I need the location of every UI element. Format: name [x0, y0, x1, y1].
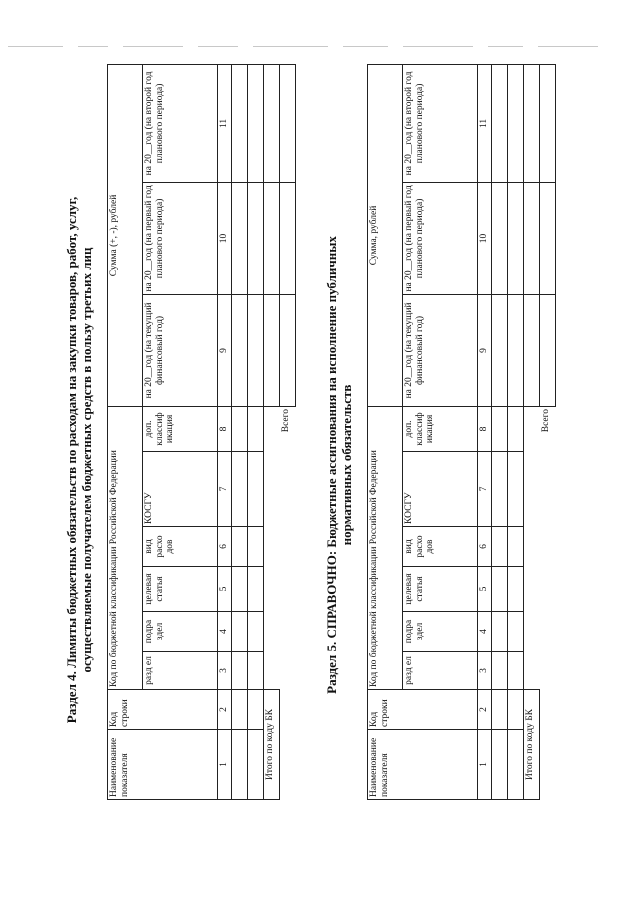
header-extra: доп. классиф икация — [143, 406, 218, 451]
header-y3: на 20__год (на второй год планового периода) — [143, 64, 218, 182]
col-number: 8 — [218, 406, 232, 451]
col-number: 10 — [218, 182, 232, 294]
col-number: 3 — [218, 652, 232, 690]
header-target: целевая статья — [403, 567, 478, 612]
total-bk-row — [524, 64, 540, 799]
table-row — [232, 64, 248, 799]
section-5-table — [367, 64, 556, 800]
header-budget-class: Код по бюджетной классификации Российской Федерации — [108, 406, 143, 689]
header-podrazdel: подра здел — [403, 612, 478, 652]
header-name: Наименование показателя — [108, 730, 218, 800]
total-label: Всего — [540, 408, 551, 433]
header-target: целевая статья — [143, 567, 218, 612]
col-number: 10 — [478, 182, 492, 294]
header-sum-group: Сумма (+, -), рублей — [108, 64, 143, 406]
section-4-table — [107, 64, 296, 800]
header-podrazdel: подра здел — [143, 612, 218, 652]
header-code: Код строки — [368, 690, 478, 730]
header-y2: на 20__год (на первый год планового периода) — [143, 182, 218, 294]
total-bk-label: Итого по коду БК — [264, 690, 280, 800]
total-bk-label: Итого по коду БК — [524, 690, 540, 800]
section-4-title: Раздел 4. Лимиты бюджетных обязательств по расходам на закупки товаров, работ, услуг, осуществляемые получателем бюджетных средств в пользу третьих лиц — [64, 196, 94, 724]
col-number: 6 — [478, 527, 492, 567]
total-label: Всего — [280, 408, 291, 433]
total-bk-row — [264, 64, 280, 799]
col-number: 2 — [218, 690, 232, 730]
col-number: 9 — [218, 294, 232, 406]
col-number: 1 — [218, 730, 232, 800]
col-number: 7 — [218, 452, 232, 527]
header-exp-type: вид расхо дов — [403, 527, 478, 567]
header-kosgu: КОСГУ — [143, 452, 218, 527]
col-number: 4 — [478, 612, 492, 652]
col-number: 8 — [478, 406, 492, 451]
header-exp-type: вид расхо дов — [143, 527, 218, 567]
header-budget-class: Код по бюджетной классификации Российской Федерации — [368, 406, 403, 689]
total-row — [280, 64, 296, 799]
table-row — [248, 64, 264, 799]
col-number: 2 — [478, 690, 492, 730]
header-y3: на 20__год (на второй год планового периода) — [403, 64, 478, 182]
scan-noise — [8, 46, 608, 49]
col-number: 4 — [218, 612, 232, 652]
table-row — [492, 64, 508, 799]
col-number: 5 — [218, 567, 232, 612]
col-number: 11 — [478, 64, 492, 182]
header-name: Наименование показателя — [368, 730, 478, 800]
header-y1: на 20__год (на текущий финансовый год) — [143, 294, 218, 406]
header-y1: на 20__год (на текущий финансовый год) — [403, 294, 478, 406]
col-number: 5 — [478, 567, 492, 612]
header-extra: доп. классиф икация — [403, 406, 478, 451]
col-number: 11 — [218, 64, 232, 182]
rotated-content — [60, 65, 580, 855]
header-code: Код строки — [108, 690, 218, 730]
header-sum-group: Сумма, рублей — [368, 64, 403, 406]
table-row — [508, 64, 524, 799]
header-razdel: разд ел — [403, 652, 478, 690]
col-number: 7 — [478, 452, 492, 527]
header-kosgu: КОСГУ — [403, 452, 478, 527]
col-number: 9 — [478, 294, 492, 406]
header-razdel: разд ел — [143, 652, 218, 690]
col-number: 3 — [478, 652, 492, 690]
header-y2: на 20__год (на первый год планового периода) — [403, 182, 478, 294]
section-5-title: Раздел 5. СПРАВОЧНО: Бюджетные ассигнования на исполнение публичных нормативных обязательств — [324, 236, 354, 694]
total-row — [540, 64, 556, 799]
col-number: 1 — [478, 730, 492, 800]
col-number: 6 — [218, 527, 232, 567]
